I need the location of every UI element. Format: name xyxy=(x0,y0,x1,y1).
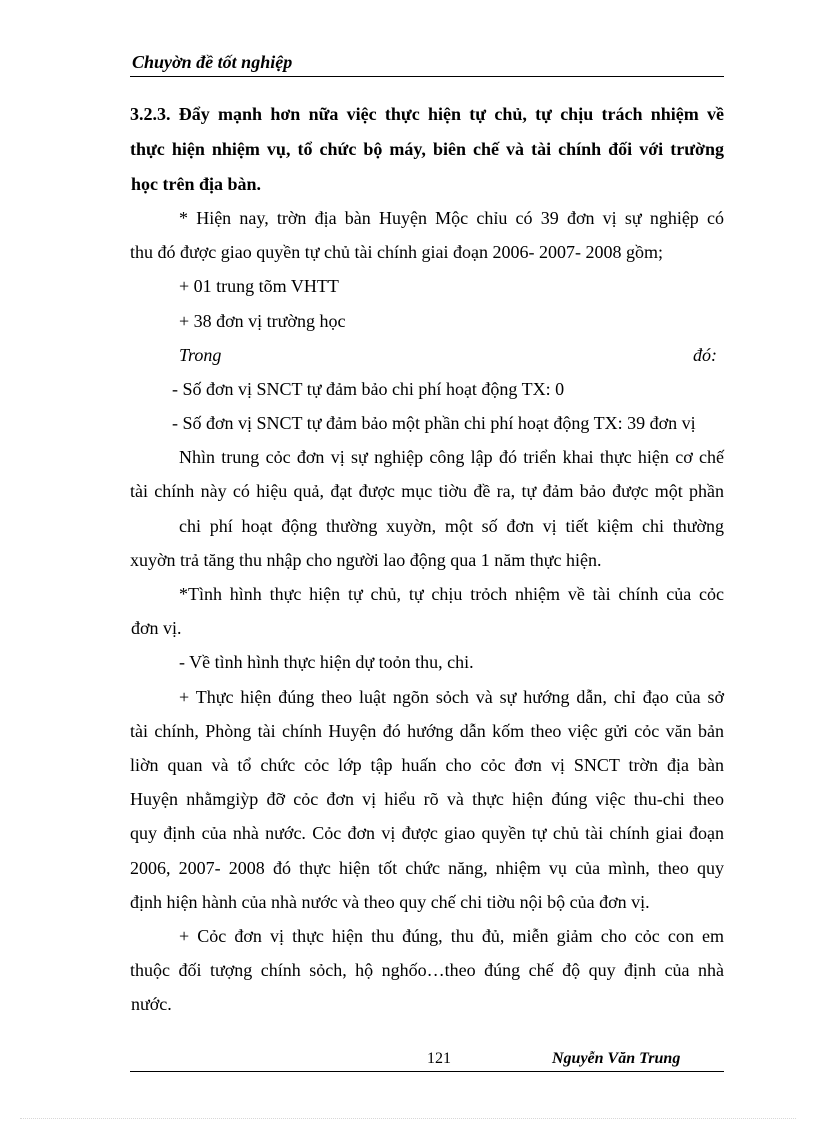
text-line: tài chính này có hiệu quả, đạt được mục tiờu đề ra, tự đảm bảo được một phần xyxy=(130,481,724,501)
text-line: xuyờn trả tăng thu nhập cho người lao động qua 1 năm thực hiện. xyxy=(130,550,602,570)
header-title: Chuyờn đề tốt nghiệp xyxy=(132,52,293,72)
text-line: - Về tình hình thực hiện dự toỏn thu, chi. xyxy=(179,652,474,672)
text-line: + 01 trung tõm VHTT xyxy=(179,276,339,296)
text-line: nước. xyxy=(131,994,172,1014)
section-heading-line-3: học trên địa bàn. xyxy=(131,174,262,194)
text-line: - Số đơn vị SNCT tự đảm bảo chi phí hoạt động TX: 0 xyxy=(172,379,565,399)
text-line: * Hiện nay, trờn địa bàn Huyện Mộc chỉu có 39 đơn vị sự nghiệp có xyxy=(179,208,724,228)
text-line: + 38 đơn vị trường học xyxy=(179,311,346,331)
text-line: thu đó được giao quyền tự chủ tài chính giai đoạn 2006- 2007- 2008 gồm; xyxy=(130,242,663,262)
text-line: quy định của nhà nước. Cỏc đơn vị được giao quyền tự chủ tài chính giai đoạn xyxy=(130,823,724,843)
text-line: liờn quan và tổ chức cỏc lớp tập huấn cho cỏc đơn vị SNCT trờn địa bàn xyxy=(130,755,724,775)
text-line: 2006, 2007- 2008 đó thực hiện tốt chức năng, nhiệm vụ của mình, theo quy xyxy=(130,858,724,878)
text-line: Nhìn trung cỏc đơn vị sự nghiệp công lập đó triển khai thực hiện cơ chế xyxy=(179,447,724,467)
text-line: + Cỏc đơn vị thực hiện thu đúng, thu đủ, miễn giảm cho cỏc con em xyxy=(179,926,724,946)
header-rule xyxy=(130,76,724,77)
text-line: Huyện nhằmgiỳp đỡ cỏc đơn vị hiểu rõ và thực hiện đúng việc thu-chi theo xyxy=(130,789,724,809)
page-boundary xyxy=(20,1118,796,1119)
text-line: thuộc đối tượng chính sỏch, hộ nghốo…theo đúng chế độ quy định của nhà xyxy=(130,960,724,980)
text-line: + Thực hiện đúng theo luật ngõn sỏch và sự hướng dẫn, chỉ đạo của sở xyxy=(179,687,724,707)
footer-author: Nguyễn Văn Trung xyxy=(552,1050,681,1067)
text-line: định hiện hành của nhà nước và theo quy chế chi tiờu nội bộ của đơn vị. xyxy=(130,892,650,912)
footer-rule xyxy=(130,1071,724,1072)
text-line: - Số đơn vị SNCT tự đảm bảo một phần chi phí hoạt động TX: 39 đơn vị xyxy=(172,413,696,433)
text-line: tài chính, Phòng tài chính Huyện đó hướng dẫn kốm theo việc gửi cỏc văn bản xyxy=(130,721,724,741)
text-line: *Tình hình thực hiện tự chủ, tự chịu trỏch nhiệm về tài chính của cỏc xyxy=(179,584,724,604)
text-line: Trong xyxy=(179,345,222,365)
section-heading-line-1: 3.2.3. Đẩy mạnh hơn nữa việc thực hiện tự chủ, tự chịu trách nhiệm về xyxy=(130,104,724,124)
text-line: đó: xyxy=(693,345,717,365)
text-line: chi phí hoạt động thường xuyờn, một số đơn vị tiết kiệm chi thường xyxy=(179,516,724,536)
section-heading-line-2: thực hiện nhiệm vụ, tổ chức bộ máy, biên chế và tài chính đối với trường xyxy=(130,139,724,159)
footer-page-number: 121 xyxy=(427,1050,451,1067)
text-line: đơn vị. xyxy=(131,618,182,638)
